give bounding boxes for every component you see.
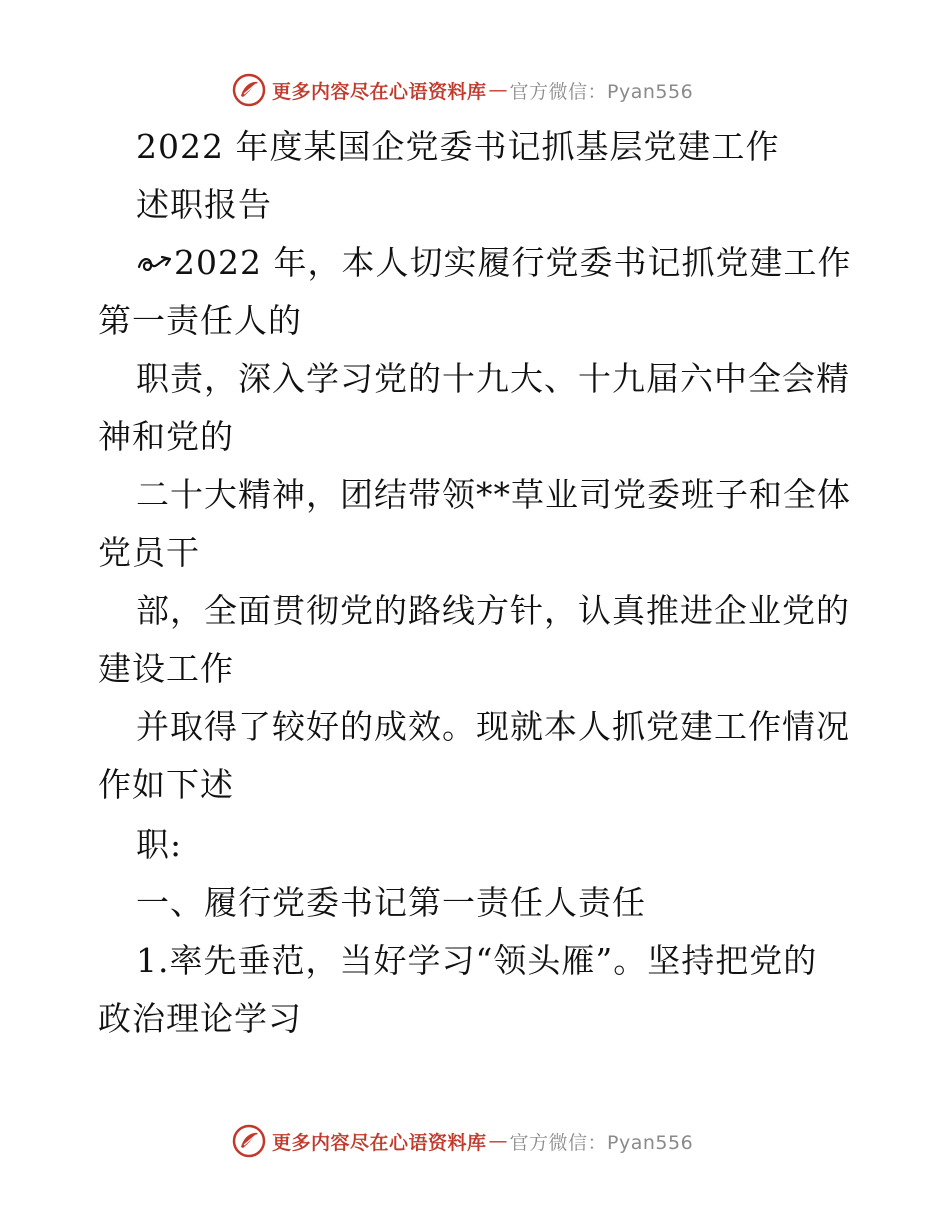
watermark-dash: —	[488, 1130, 508, 1152]
paragraph-line: 二十大精神，团结带领**草业司党委班子和全体	[136, 475, 851, 514]
paragraph-line: 职:	[136, 825, 183, 864]
paragraph-line: 1.率先垂范，当好学习“领头雁”。坚持把党的	[136, 941, 818, 980]
header-watermark	[232, 72, 693, 108]
paragraph-line: 第一责任人的	[98, 301, 302, 340]
paragraph-line: 部，全面贯彻党的路线方针，认真推进企业党的	[136, 591, 850, 630]
paragraph-line: 政治理论学习	[98, 999, 302, 1038]
paragraph-line: 职责，深入学习党的十九大、十九届六中全会精	[136, 359, 850, 398]
document-title-line-1: 2022 年度某国企党委书记抓基层党建工作	[136, 127, 780, 166]
watermark-dash: —	[488, 79, 508, 101]
paragraph-line: 建设工作	[98, 649, 234, 688]
paragraph-line: 并取得了较好的成效。现就本人抓党建工作情况	[136, 707, 850, 746]
paragraph-line: 神和党的	[98, 417, 234, 456]
watermark-logo-icon	[232, 73, 266, 107]
document-title-line-2: 述职报告	[136, 185, 272, 224]
section-heading: 一、履行党委书记第一责任人责任	[136, 883, 646, 922]
watermark-main-text: 更多内容尽在心语资料库	[272, 80, 487, 103]
footer-watermark	[232, 1123, 693, 1159]
paragraph-line-text: 2022 年，本人切实履行党委书记抓党建工作	[174, 243, 852, 282]
watermark-sub-text: 官方微信：Pyan556	[509, 1131, 694, 1154]
watermark-sub-text: 官方微信：Pyan556	[509, 80, 694, 103]
ornament-bullet-icon	[136, 249, 174, 277]
watermark-logo-icon	[232, 1124, 266, 1158]
paragraph-line	[136, 243, 851, 283]
paragraph-line: 作如下述	[98, 765, 234, 804]
paragraph-line: 党员干	[98, 533, 200, 572]
watermark-main-text: 更多内容尽在心语资料库	[272, 1131, 487, 1154]
